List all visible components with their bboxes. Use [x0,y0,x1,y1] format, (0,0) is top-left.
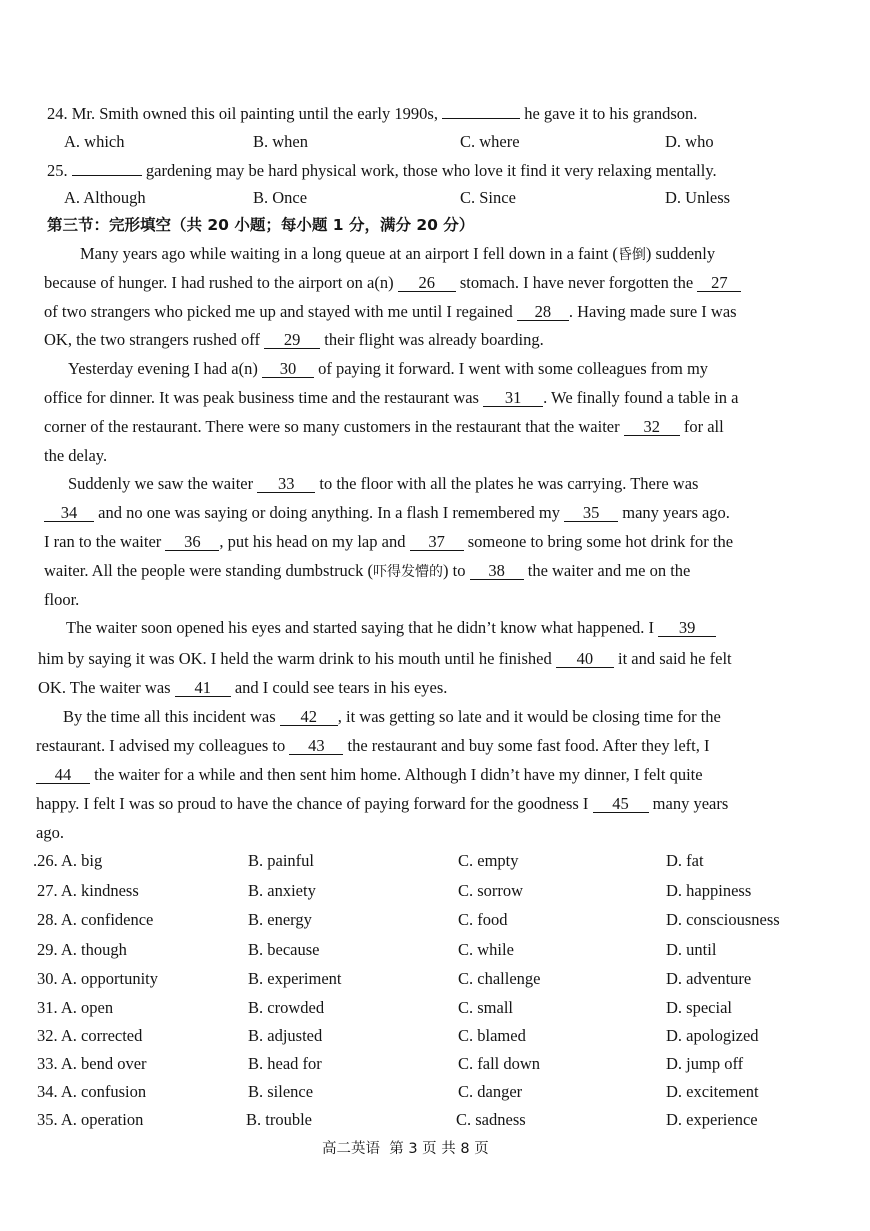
passage-text: the restaurant and buy some fast food. After they left, I [347,736,710,755]
passage-line [36,794,728,814]
option-c: C. where [460,132,520,151]
passage-line [68,474,698,494]
option-c: C. Since [460,188,516,207]
passage-line [80,244,715,265]
blank-27: 27 [697,274,741,292]
option-b: B. Once [253,188,308,207]
cloze-option-b: B. painful [248,851,314,870]
passage-text: I ran to the waiter [44,532,162,551]
passage-text: and I could see tears in his eyes. [234,678,448,697]
page-footer: 高二英语 第 3 页 共 8 页 [322,1141,489,1157]
cloze-option-b: B. head for [248,1054,322,1073]
cloze-option-c: C. blamed [458,1026,526,1045]
passage-line [36,736,709,756]
cloze-option-a: 32. A. corrected [37,1026,143,1045]
blank-31: 31 [483,389,543,407]
passage-text: Yesterday evening I had a(n) [68,359,258,378]
cloze-option-d: D. until [666,940,717,959]
option-d: D. Unless [665,188,731,207]
cloze-option-c: C. danger [458,1082,523,1101]
cloze-option-d: D. fat [666,851,704,870]
gloss-text: 昏倒 [617,247,646,263]
passage-line [38,649,732,669]
answer-blank [72,175,142,176]
blank-38: 38 [470,562,524,580]
blank-42: 42 [280,708,338,726]
question-text: gardening may be hard physical work, those who love it find it very relaxing mentally. [145,161,717,180]
cloze-option-c: C. empty [458,851,519,870]
passage-text: ) to [443,561,466,580]
passage-text: for all [683,417,724,436]
cloze-option-c: C. small [458,998,514,1017]
cloze-option-c: C. sadness [456,1110,526,1129]
passage-text: happy. I felt I was so proud to have the chance of paying forward for the goodness I [36,794,589,813]
passage-line [44,330,544,350]
blank-29: 29 [264,331,320,349]
passage-line [63,707,721,727]
gloss-text: 吓得发懵的 [373,564,444,580]
cloze-option-b: B. experiment [248,969,342,988]
cloze-option-c: C. sorrow [458,881,524,900]
cloze-option-d: D. jump off [666,1054,744,1073]
cloze-option-a: 33. A. bend over [37,1054,147,1073]
section-heading: 第三节：完形填空（共 20 小题；每小题 1 分，满分 20 分） [47,216,475,234]
passage-text: restaurant. I advised my colleagues to [36,736,286,755]
cloze-option-a: 34. A. confusion [37,1082,147,1101]
cloze-option-c: C. food [458,910,508,929]
cloze-option-a: 28. A. confidence [37,910,154,929]
passage-text: . Having made sure I was [568,302,737,321]
passage-line: ago. [36,823,64,842]
question-24-stem [47,104,697,124]
blank-33: 33 [257,475,315,493]
cloze-option-a: 31. A. open [37,998,114,1017]
question-text: Mr. Smith owned this oil painting until the early 1990s, [71,104,438,123]
passage-text: their flight was already boarding. [324,330,544,349]
cloze-option-b: B. because [248,940,320,959]
passage-text: of two strangers who picked me up and stayed with me until I regained [44,302,513,321]
question-number: 24. [47,104,68,123]
passage-text: waiter. All the people were standing dumbstruck ( [44,561,374,580]
passage-text: because of hunger. I had rushed to the airport on a(n) [44,273,394,292]
cloze-option-b: B. adjusted [248,1026,323,1045]
passage-text: Many years ago while waiting in a long queue at an airport I fell down in a faint ( [80,244,618,263]
cloze-option-d: D. consciousness [666,910,780,929]
blank-34: 34 [44,504,94,522]
cloze-option-b: B. silence [248,1082,314,1101]
passage-line [44,561,690,582]
cloze-option-a: 30. A. opportunity [37,969,159,988]
cloze-option-b: B. anxiety [248,881,316,900]
passage-text: of paying it forward. I went with some colleagues from my [318,359,709,378]
passage-text: . We finally found a table in a [543,388,739,407]
cloze-option-b: B. trouble [246,1110,312,1129]
passage-line: the delay. [44,446,108,465]
cloze-option-a: 35. A. operation [37,1110,144,1129]
passage-line [38,678,447,698]
passage-text: and no one was saying or doing anything. In a flash I remembered my [98,503,561,522]
cloze-option-d: D. adventure [666,969,752,988]
question-number: 25. [47,161,68,180]
passage-text: someone to bring some hot drink for the [467,532,734,551]
cloze-option-d: D. experience [666,1110,758,1129]
passage-text: OK. The waiter was [38,678,171,697]
blank-41: 41 [175,679,231,697]
cloze-option-d: D. apologized [666,1026,759,1045]
cloze-option-b: B. energy [248,910,312,929]
passage-text: , it was getting so late and it would be closing time for the [337,707,721,726]
passage-text: to the floor with all the plates he was carrying. There was [319,474,699,493]
passage-text: corner of the restaurant. There were so many customers in the restaurant that the waiter [44,417,620,436]
passage-text: OK, the two strangers rushed off [44,330,260,349]
cloze-option-a: 29. A. though [37,940,127,959]
blank-36: 36 [165,533,219,551]
passage-text: ) suddenly [645,244,716,263]
answer-blank [442,118,520,119]
cloze-option-c: C. challenge [458,969,541,988]
blank-44: 44 [36,766,90,784]
passage-line [44,273,741,293]
passage-text: , put his head on my lap and [219,532,406,551]
blank-32: 32 [624,418,680,436]
option-b: B. when [253,132,308,151]
option-d: D. who [665,132,714,151]
blank-26: 26 [398,274,456,292]
blank-45: 45 [593,795,649,813]
passage-text: Suddenly we saw the waiter [68,474,254,493]
cloze-option-c: C. while [458,940,514,959]
blank-37: 37 [410,533,464,551]
passage-line [68,359,708,379]
cloze-option-d: D. special [666,998,732,1017]
passage-text: him by saying it was OK. I held the warm drink to his mouth until he finished [38,649,552,668]
passage-line [44,532,733,552]
passage-line [44,503,730,523]
passage-text: stomach. I have never forgotten the [459,273,694,292]
blank-40: 40 [556,650,614,668]
passage-text: By the time all this incident was [63,707,276,726]
question-text: he gave it to his grandson. [524,104,698,123]
cloze-option-a: .26. A. big [33,851,103,870]
passage-text: many years ago. [622,503,730,522]
cloze-option-b: B. crowded [248,998,325,1017]
option-a: A. Although [64,188,146,207]
passage-text: the waiter for a while and then sent him home. Although I didn’t have my dinner, I felt quite [94,765,703,784]
passage-line [36,765,703,785]
passage-line [44,417,724,437]
passage-line: floor. [44,590,80,609]
passage-line [66,618,716,638]
passage-text: office for dinner. It was peak business time and the restaurant was [44,388,479,407]
cloze-option-a: 27. A. kindness [37,881,139,900]
blank-28: 28 [517,303,569,321]
passage-text: The waiter soon opened his eyes and started saying that he didn’t know what happened. I [66,618,655,637]
blank-39: 39 [658,619,716,637]
question-25-stem [47,161,717,181]
passage-line [44,302,737,322]
blank-30: 30 [262,360,314,378]
blank-35: 35 [564,504,618,522]
option-a: A. which [64,132,125,151]
cloze-option-c: C. fall down [458,1054,541,1073]
passage-text: many years [652,794,729,813]
cloze-option-d: D. excitement [666,1082,759,1101]
cloze-option-d: D. happiness [666,881,752,900]
blank-43: 43 [289,737,343,755]
passage-line [44,388,739,408]
passage-text: the waiter and me on the [527,561,691,580]
passage-text: it and said he felt [617,649,732,668]
